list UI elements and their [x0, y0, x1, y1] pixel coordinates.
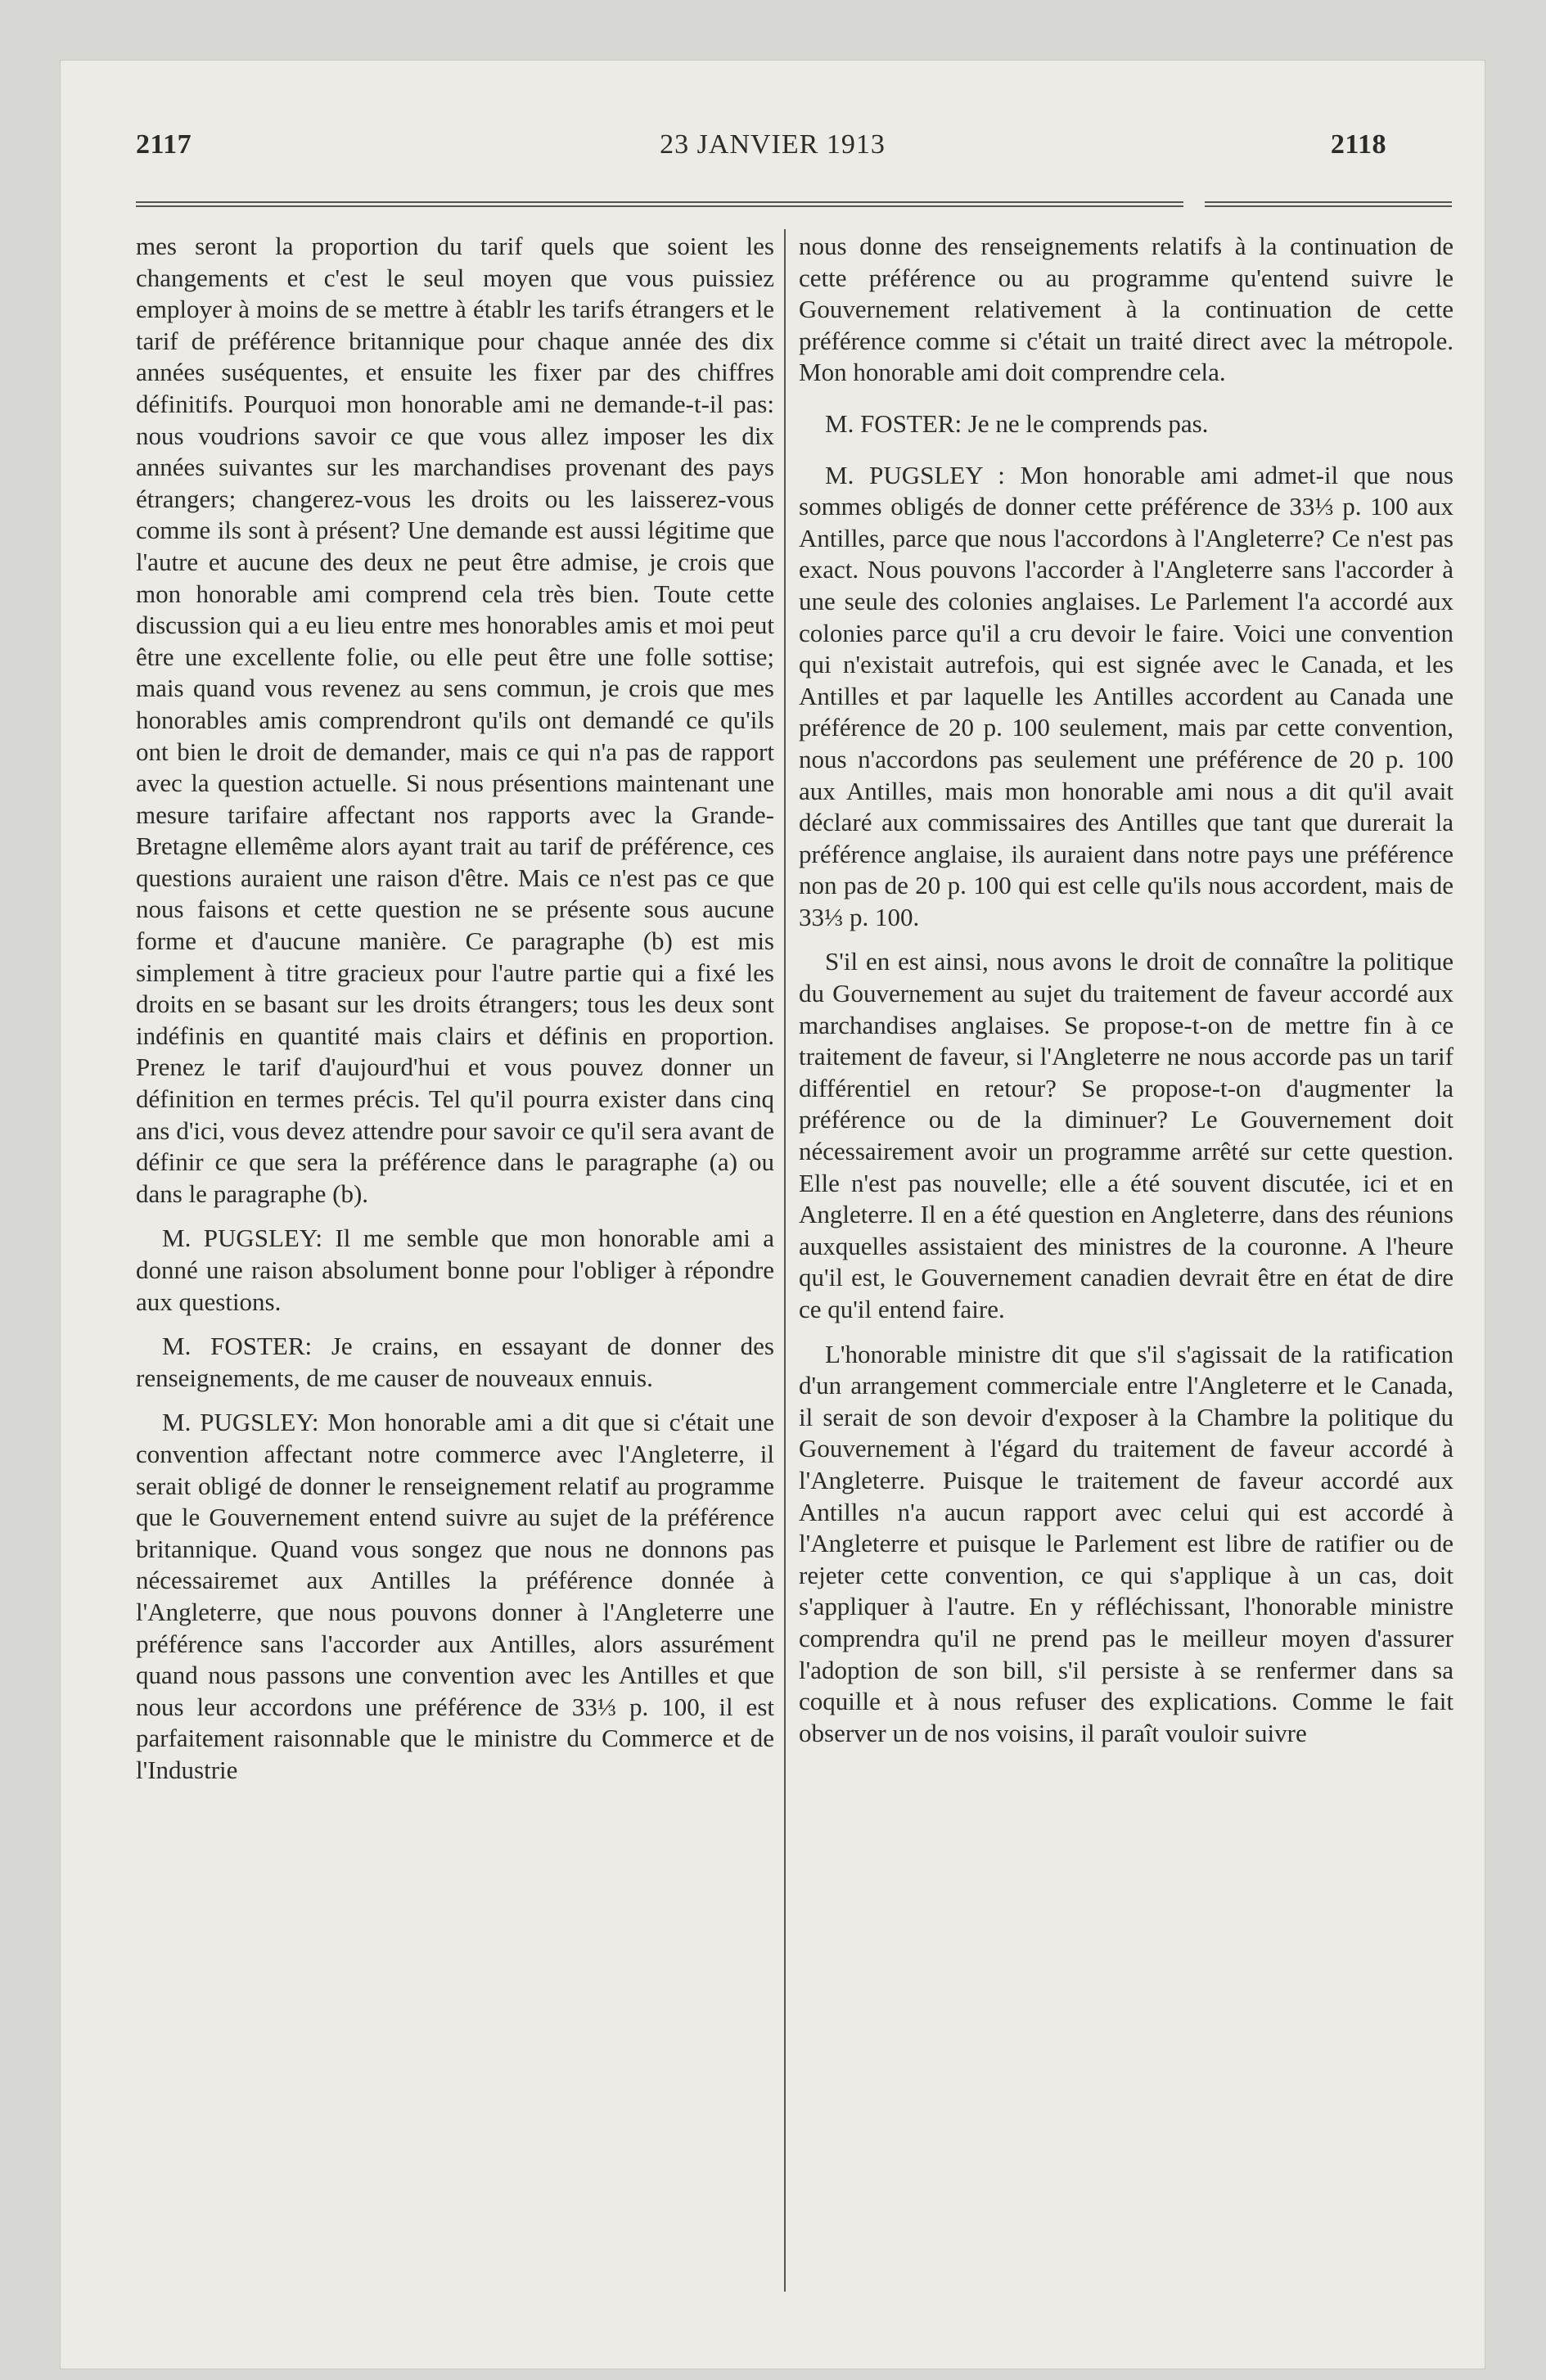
- page-number-left: 2117: [136, 129, 192, 160]
- header-date: 23 JANVIER 1913: [660, 129, 886, 160]
- right-paragraph-5: L'honorable ministre dit que s'il s'agissait de la ratification d'un arrangement commerciale entre l'Angleterre et le Canada, il serait de son devoir d'exposer à la Chambre la politique du Gouvernement à l'égard du traitement de faveur accordé à l'Angleterre. Puisque le traitement de faveur accordé aux Antilles n'a aucun rapport avec celui qui est accordé à l'Angleterre et puisque le Parlement est libre de ratifier ou de rejeter cette convention, ce qui s'applique à un cas, doit s'appliquer à l'autre. En y réfléchissant, l'honorable ministre comprendra qu'il ne prend pas le meilleur moyen d'assurer l'adoption de son bill, s'il persiste à se renfermer dans sa coquille et à nous refuser des explications. Comme le fait observer un de nos voisins, il paraît vouloir suivre: [799, 1339, 1454, 1747]
- left-paragraph-2: M. PUGSLEY: Il me semble que mon honorable ami a donné une raison absolument bonne pour l'obliger à répondre aux questions.: [136, 1224, 774, 1316]
- newspaper-page: [61, 61, 1485, 2369]
- left-column: [136, 231, 774, 1787]
- page-number-right: 2118: [1330, 129, 1386, 160]
- left-paragraph-3: M. FOSTER: Je crains, en essayant de donner des renseignements, de me causer de nouveaux ennuis.: [136, 1332, 774, 1392]
- left-paragraph-1: mes seront la proportion du tarif quels que soient les changements et c'est le seul moyen que vous puissiez employer à moins de se mettre à établr les tarifs étrangers et le tarif de préférence britannique pour chaque année des dix années suséquentes, et ensuite les fixer par des chiffres définitifs. Pourquoi mon honorable ami ne demande-t-il pas: nous voudrions savoir ce que vous allez imposer les dix années suivantes sur les marchandises provenant des pays étrangers; changerez-vous les droits ou les laisserez-vous comme ils sont à présent? Une demande est aussi légitime que l'autre et aucune des deux ne peut être admise, je crois que mon honorable ami comprend cela très bien. Toute cette discussion qui a eu lieu entre mes honorables amis et moi peut être une excellente folie, ou elle peut être une folle sottise; mais quand vous revenez au sens commun, je crois que mes honorables amis comprendront qu'ils ont demandé ce qu'ils ont bien le droit de demander, mais ce qui n'a pas de rapport avec la question actuelle. Si nous présentions maintenant une mesure tarifaire affectant nos rapports avec la Grande-Bretagne ellemême alors ayant trait au tarif de préférence, ces questions auraient une raison d'être. Mais ce n'est pas ce que nous faisons et cette question ne se présente sous aucune forme et d'aucune manière. Ce paragraphe (b) est mis simplement à titre gracieux pour l'autre partie qui a fixé les droits en se basant sur les droits étrangers; tous les deux sont indéfinis en quantité mais clairs et définis en proportion. Prenez le tarif d'aujourd'hui et vous pouvez donner un définition en termes précis. Tel qu'il pourra exister dans cinq ans d'ici, vous devez attendre pour savoir ce qu'il sera avant de définir ce que sera la préférence dans le paragraphe (a) ou dans le paragraphe (b).: [136, 232, 774, 1208]
- header-rule-right: [1205, 201, 1452, 207]
- right-paragraph-4: S'il en est ainsi, nous avons le droit de connaître la politique du Gouvernement au sujet du traitement de faveur accordé aux marchandises anglaises. Se propose-t-on de mettre fin à ce traitement de faveur, si l'Angleterre ne nous accorde pas un tarif différentiel en retour? Se propose-t-on d'augmenter la préférence ou de la diminuer? Le Gouvernement doit nécessairement avoir un programme arrêté sur cette question. Elle n'est pas nouvelle; elle a été souvent discutée, ici et en Angleterre. Il en a été question en Angleterre, dans des réunions auxquelles assistaient des ministres de la couronne. A l'heure qu'il est, le Gouvernement canadien devrait être en état de dire ce qu'il entend faire.: [799, 947, 1454, 1323]
- right-paragraph-2: M. FOSTER: Je ne le comprends pas.: [825, 408, 1209, 438]
- header-rule-left: [136, 201, 1183, 207]
- left-paragraph-4: M. PUGSLEY: Mon honorable ami a dit que si c'était une convention affectant notre commerce avec l'Angleterre, il serait obligé de donner le renseignement relatif au programme que le Gouvernement entend suivre au sujet de la préférence britannique. Quand vous songez que nous ne donnons pas nécessairemet aux Antilles la préférence donnée à l'Angleterre, que nous pouvons donner à l'Angleterre une préférence sans l'accorder aux Antilles, alors assurément quand nous passons une convention avec les Antilles et que nous leur accordons une préférence de 33⅓ p. 100, il est parfaitement raisonnable que le ministre du Commerce et de l'Industrie: [136, 1408, 774, 1784]
- right-paragraph-3: M. PUGSLEY : Mon honorable ami admet-il que nous sommes obligés de donner cette préférence de 33⅓ p. 100 aux Antilles, parce que nous l'accordons à l'Angleterre? Ce n'est pas exact. Nous pouvons l'accorder à l'Angleterre sans l'accorder à une seule des colonies anglaises. Le Parlement l'a accordé aux colonies parce qu'il a cru devoir le faire. Voici une convention qui n'existait autrefois, qui est signée avec le Canada, et les Antilles et par laquelle les Antilles accordent au Canada une préférence de 20 p. 100 seulement, mais par cette convention, nous n'accordons pas seulement une préférence de 20 p. 100 aux Antilles, mais mon honorable ami nous a dit qu'il avait déclaré aux commissaires des Antilles que tant que durerait la préférence anglaise, ils auraient dans notre pays une préférence non pas de 20 p. 100 qui est celle qu'ils nous accordent, mais de 33⅓ p. 100.: [799, 460, 1454, 931]
- right-column: [799, 231, 1454, 1749]
- column-divider: [784, 229, 786, 2292]
- right-paragraph-1: nous donne des renseignements relatifs à la continuation de cette préférence ou au programme qu'entend suivre le Gouvernement relativement à la continuation de cette préférence comme si c'était un traité direct avec la métropole. Mon honorable ami doit comprendre cela.: [799, 232, 1454, 387]
